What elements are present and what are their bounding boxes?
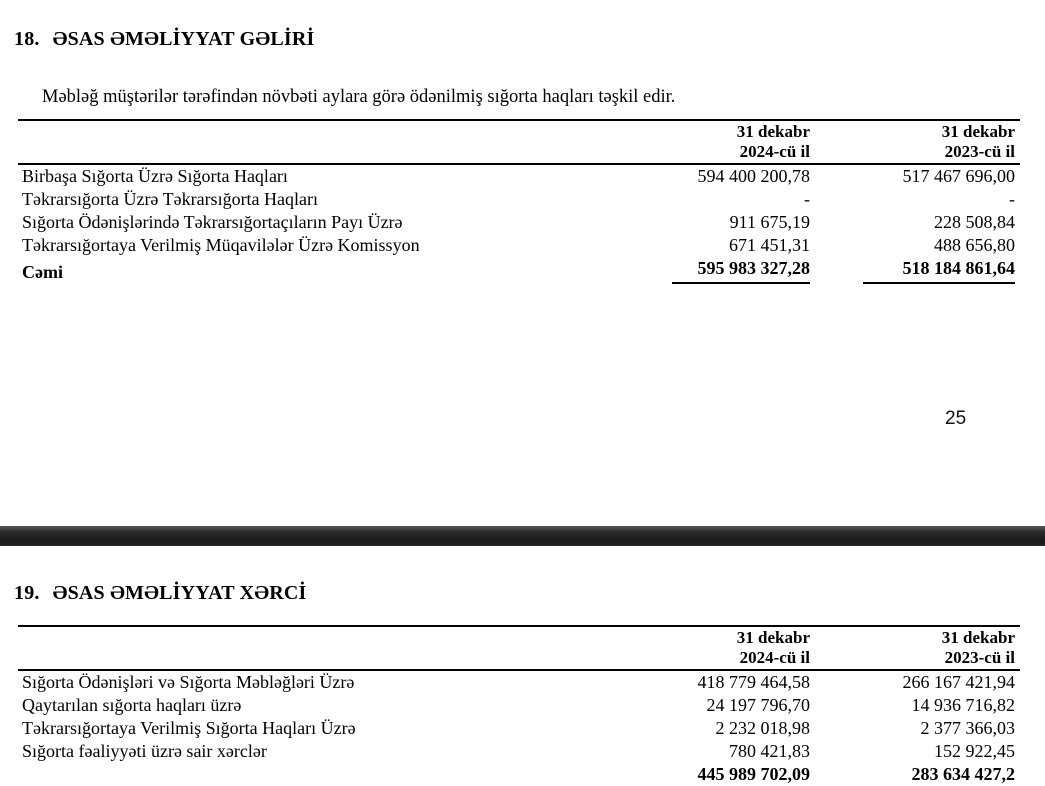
table-row <box>18 740 1020 763</box>
table-row <box>18 694 1020 717</box>
row-label: Sığorta fəaliyyəti üzrə sair xərclər <box>22 741 267 761</box>
total-label: Cəmi <box>22 262 63 282</box>
section-19-heading <box>14 582 307 605</box>
value-2024: - <box>804 189 810 209</box>
col-2024-line1: 31 dekabr <box>736 628 810 647</box>
col-2024-line2: 2024-cü il <box>739 647 810 667</box>
column-header-2023 <box>815 120 1020 164</box>
operating-income-table <box>18 119 1020 284</box>
table-header-row <box>18 626 1020 670</box>
col-2024-line2: 2024-cü il <box>739 141 810 161</box>
table-row <box>18 234 1020 257</box>
total-row <box>18 257 1020 284</box>
value-2024: 2 232 018,98 <box>715 718 810 738</box>
section-18-number: 18. <box>14 28 40 50</box>
value-2024: 418 779 464,58 <box>697 672 810 692</box>
page-number: 25 <box>945 408 967 429</box>
row-label: Təkrarsığorta Üzrə Təkrarsığorta Haqları <box>22 189 319 209</box>
row-label: Birbaşa Sığorta Üzrə Sığorta Haqları <box>22 166 288 186</box>
table-row <box>18 670 1020 694</box>
row-label: Sığorta Ödənişlərində Təkrarsığortaçıların Payı Üzrə <box>22 212 403 232</box>
total-value-2024: 595 983 327,28 <box>633 257 815 284</box>
row-label: Təkrarsığortaya Verilmiş Müqavilələr Üzrə Komissyon <box>22 235 420 255</box>
total-value-2023: 518 184 861,64 <box>815 257 1020 284</box>
table-row <box>18 211 1020 234</box>
table-row <box>18 188 1020 211</box>
value-2023: 152 922,45 <box>934 741 1015 761</box>
col-2024-line1: 31 dekabr <box>736 122 810 141</box>
table-row <box>18 717 1020 740</box>
column-header-2023 <box>815 626 1020 670</box>
value-2023: 488 656,80 <box>934 235 1015 255</box>
label-column-header <box>18 120 633 164</box>
value-2024: 911 675,19 <box>729 212 810 232</box>
table-row <box>18 164 1020 188</box>
col-2023-line2: 2023-cü il <box>944 647 1015 667</box>
total-value-2023: 283 634 427,2 <box>911 764 1015 784</box>
label-column-header <box>18 626 633 670</box>
row-label: Təkrarsığortaya Verilmiş Sığorta Haqları Üzrə <box>22 718 356 738</box>
operating-expense-table <box>18 625 1020 786</box>
value-2023: 228 508,84 <box>934 212 1015 232</box>
total-label <box>18 763 633 786</box>
col-2023-line1: 31 dekabr <box>941 122 1015 141</box>
value-2023: 2 377 366,03 <box>920 718 1015 738</box>
value-2023: - <box>1009 189 1015 209</box>
value-2024: 24 197 796,70 <box>706 695 810 715</box>
section-19-title: ƏSAS ƏMƏLİYYAT XƏRCİ <box>52 582 307 604</box>
value-2023: 266 167 421,94 <box>902 672 1015 692</box>
col-2023-line2: 2023-cü il <box>944 141 1015 161</box>
value-2024: 671 451,31 <box>729 235 810 255</box>
total-value-2024: 445 989 702,09 <box>697 764 810 784</box>
value-2023: 14 936 716,82 <box>911 695 1015 715</box>
section-19-number: 19. <box>14 582 40 604</box>
column-header-2024 <box>633 626 815 670</box>
document-page-26 <box>0 546 1045 786</box>
row-label: Sığorta Ödənişləri və Sığorta Məbləğləri Üzrə <box>22 672 355 692</box>
col-2023-line1: 31 dekabr <box>941 628 1015 647</box>
row-label: Qaytarılan sığorta haqları üzrə <box>22 695 242 715</box>
total-row <box>18 763 1020 786</box>
value-2024: 594 400 200,78 <box>697 166 810 186</box>
value-2023: 517 467 696,00 <box>902 166 1015 186</box>
value-2024: 780 421,83 <box>729 741 810 761</box>
section-18-heading <box>14 28 315 51</box>
column-header-2024 <box>633 120 815 164</box>
page-break-separator <box>0 526 1045 546</box>
table-header-row <box>18 120 1020 164</box>
section-18-intro-text: Məbləğ müştərilər tərəfindən növbəti aylara görə ödənilmiş sığorta haqları təşkil edir. <box>42 86 676 107</box>
section-18-title: ƏSAS ƏMƏLİYYAT GƏLİRİ <box>52 28 315 50</box>
